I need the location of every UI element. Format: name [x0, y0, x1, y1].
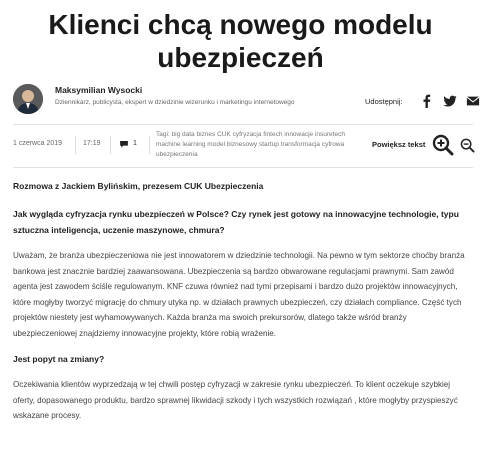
twitter-icon[interactable]: [443, 94, 457, 108]
article-lead: Rozmowa z Jackiem Bylińskim, prezesem CUK Ubezpieczenia: [13, 181, 264, 191]
email-icon[interactable]: [466, 94, 480, 108]
meta-separator: [110, 136, 111, 154]
author-description: Dziennikarz, publicysta, ekspert w dziedzinie wizerunku i marketingu internetowego: [55, 99, 295, 106]
zoom-in-icon[interactable]: [432, 134, 454, 156]
author-box: [13, 84, 473, 118]
comment-icon[interactable]: [120, 141, 128, 148]
share-bar: [365, 94, 480, 108]
interview-answer: Oczekiwania klientów wyprzedzają w tej chwili postęp cyfryzacji w zakresie rynku ubezpieczeń. To klient oczekuje szybkiej oferty, dopasowanego produktu, bardzo sprawnej likwidacji szkody i tych wszystkich rozwiązań , które mogłyby przyspieszyć wskazane procesy.: [13, 380, 458, 420]
author-name[interactable]: Maksymilian Wysocki: [55, 85, 143, 95]
avatar[interactable]: [13, 84, 43, 114]
meta-separator: [75, 136, 76, 154]
comment-count[interactable]: 1: [133, 140, 137, 147]
interview-answer: Uważam, że branża ubezpieczeniowa nie jest innowatorem w dziedzinie technologii. Na pewno w tym sektorze choćby branża bankowa jest znacznie bardziej zaawansowana. Ubezpieczenia są bardzo obwarowane regulacjami prawnymi. Sam zawód agenta jest zawodem ściśle regulowanym. KNF czuwa również nad tymi przepisami i bardzo dużo projektów innowacyjnych, które mogłyby tworzyć migrację do chmury utyka np. w działach prawnych ubezpieczeń, czy działach compliance. Część tych projektów niestety jest wyhamowywanych. Każda branża ma swoich prekursorów, dlatego także wśród branży ubezpieczeniowej znajdziemy innowacyjne projekty, które robią wrażenie.: [13, 251, 465, 338]
zoom-out-icon[interactable]: [460, 138, 475, 153]
facebook-icon[interactable]: [420, 94, 434, 108]
page-title: Klienci chcą nowego modelu ubezpieczeń: [48, 9, 433, 73]
article-meta: [13, 130, 473, 164]
author-photo-icon: [13, 84, 43, 114]
divider-bottom: [13, 167, 473, 168]
font-size-label: Powiększ tekst: [372, 140, 426, 149]
divider-top: [13, 124, 473, 125]
publish-date: 1 czerwca 2019: [13, 140, 63, 147]
meta-separator: [149, 136, 150, 154]
publish-time: 17:19: [83, 140, 101, 147]
interview-question: Jest popyt na zmiany?: [13, 354, 105, 364]
tag-list[interactable]: Tagi: big data biznes CUK cyfryzacja fintech innowacje insuretech machine learning model biznesowy startup transformacja cyfrowa ubezpieczenia: [156, 131, 345, 158]
interview-question: Jak wygląda cyfryzacja rynku ubezpieczeń w Polsce? Czy rynek jest gotowy na innowacyjne technologie, typu sztuczna inteligencja, uczenie maszynowe, chmura?: [13, 209, 459, 235]
share-label: Udostępnij:: [365, 96, 403, 106]
article-body: [13, 180, 471, 424]
